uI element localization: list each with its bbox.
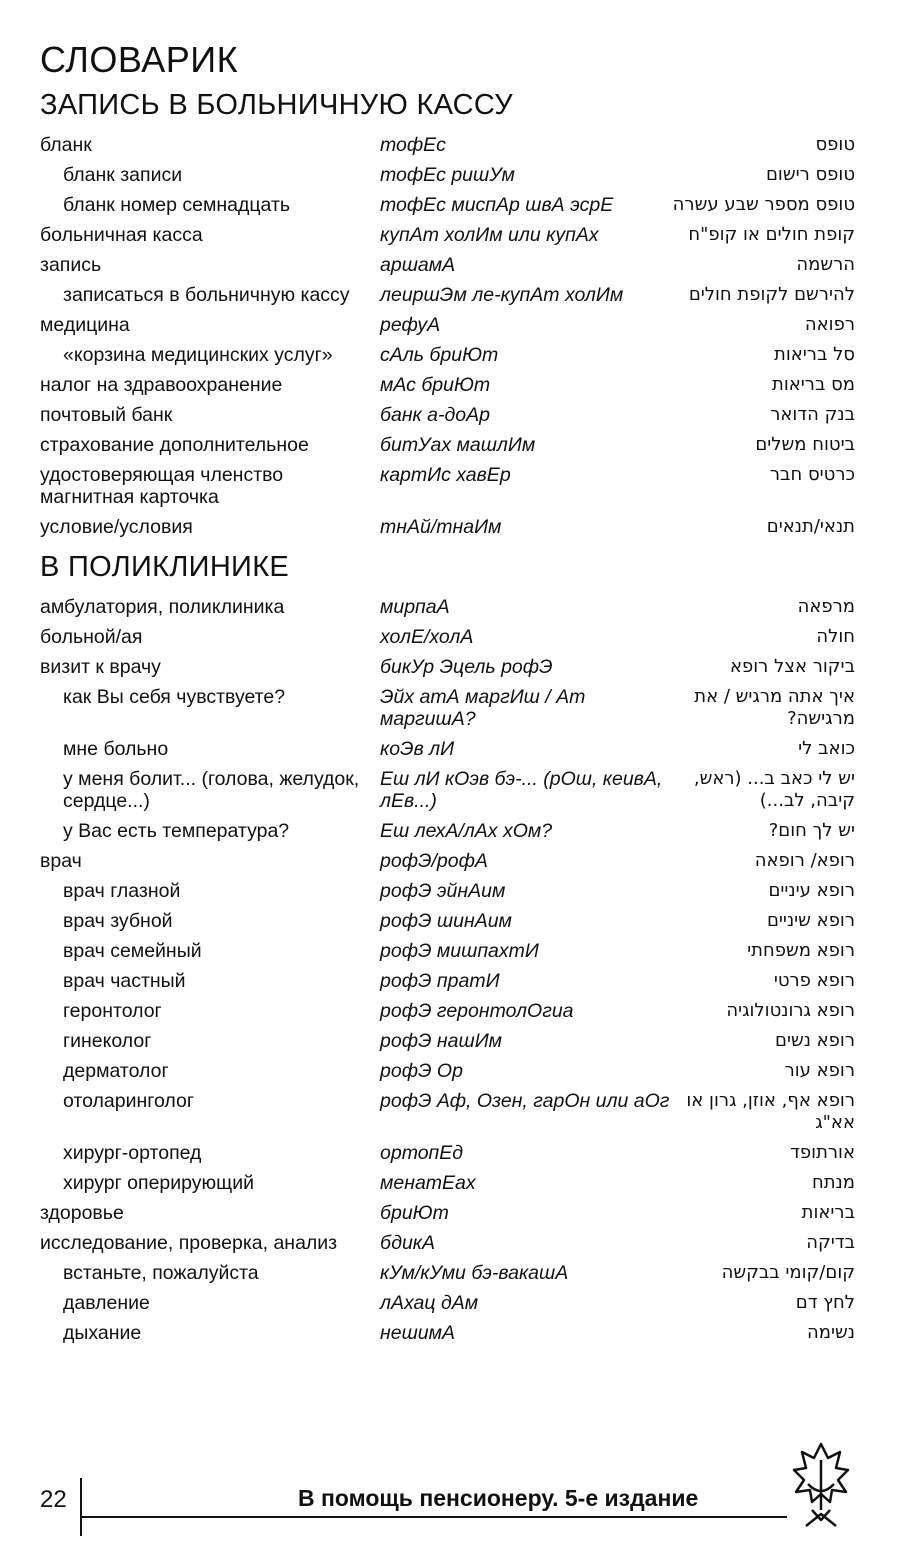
transliteration: бикУр Эцель рофЭ [380,656,553,678]
transliteration: рофЭ эйнАим [380,880,506,902]
transliteration: ортопЕд [380,1142,464,1164]
hebrew-term: סל בריאות [774,344,855,365]
entry-row [40,250,855,280]
entry-row [40,1138,855,1168]
russian-term: удостоверяющая членство магнитная карточка [40,464,284,508]
hebrew-term: רופא עיניים [768,880,855,901]
transliteration: картИс хавЕр [380,464,511,486]
russian-term: у Вас есть температура? [63,820,290,842]
hebrew-term: הרשמה [796,254,855,275]
hebrew-term: רופא משפחתי [747,940,855,961]
hebrew-term: תנאי/תנאים [766,516,855,537]
russian-term: врач [40,850,82,872]
entry-row [40,652,855,682]
russian-term: как Вы себя чувствуете? [63,686,286,708]
transliteration: нешимА [380,1322,455,1344]
hebrew-term: טופס [815,134,855,155]
sections [40,88,855,1348]
transliteration: Эйх атА маргИш / Ат маргишА? [380,686,586,730]
transliteration: рофЭ нашИм [380,1030,503,1052]
transliteration: кУм/кУми бэ-вакашА [380,1262,569,1284]
transliteration: рофЭ шинАим [380,910,512,932]
transliteration: Еш лехА/лАх хОм? [380,820,553,842]
entry-row [40,1026,855,1056]
section-heading: В ПОЛИКЛИНИКЕ [40,551,290,583]
transliteration: лАхац дАм [380,1292,479,1314]
hebrew-term: בריאות [801,1202,855,1223]
russian-term: мне больно [63,738,169,760]
transliteration: тофЕс миспАр швА эсрЕ [380,194,614,216]
russian-term: записаться в больничную кассу [63,284,350,306]
transliteration: битУах машлИм [380,434,536,456]
russian-term: давление [63,1292,150,1314]
russian-term: бланк [40,134,92,156]
hebrew-term: רופא אף, אוזן, גרון או אא"ג [686,1090,855,1133]
entry-row [40,936,855,966]
entry-row [40,734,855,764]
russian-term: здоровье [40,1202,124,1224]
entry-row [40,592,855,622]
hebrew-term: כרטיס חבר [769,464,855,485]
transliteration: мирпаА [380,596,450,618]
russian-term: «корзина медицинских услуг» [63,344,333,366]
entry-row [40,682,855,734]
footer-horizontal-rule [82,1516,787,1518]
hebrew-term: יש לך חום? [768,820,855,841]
russian-term: амбулатория, поликлиника [40,596,285,618]
entry-row [40,906,855,936]
hebrew-term: ביקור אצל רופא [730,656,855,677]
dictionary-page [40,38,855,1348]
russian-term: отоларинголог [63,1090,194,1112]
hebrew-term: נשימה [807,1322,855,1343]
transliteration: тнАй/тнаИм [380,516,502,538]
entry-row [40,370,855,400]
russian-term: медицина [40,314,130,336]
russian-term: бланк номер семнадцать [63,194,291,216]
russian-term: больной/ая [40,626,143,648]
entry-row [40,1228,855,1258]
hebrew-term: טופס מספר שבע עשרה [672,194,855,215]
hebrew-term: כואב לי [798,738,855,759]
russian-term: больничная касса [40,224,203,246]
entry-row [40,160,855,190]
entry-row [40,816,855,846]
entry-row [40,966,855,996]
russian-term: налог на здравоохранение [40,374,283,396]
hebrew-term: להירשם לקופת חולים [688,284,855,305]
transliteration: холЕ/холА [380,626,474,648]
transliteration: купАт холИм или купАх [380,224,599,246]
transliteration: коЭв лИ [380,738,455,760]
hebrew-term: רופא/ רופאה [754,850,855,871]
russian-term: хирург-ортопед [63,1142,202,1164]
transliteration: менатЕах [380,1172,476,1194]
transliteration: Еш лИ кОэв бэ-... (рОш, кеивА, лЕв...) [380,768,663,812]
transliteration: бриЮт [380,1202,449,1224]
page-footer [40,1478,855,1538]
entry-row [40,130,855,160]
russian-term: дыхание [63,1322,142,1344]
transliteration: рофЭ пратИ [380,970,500,992]
transliteration: рофЭ Ор [380,1060,463,1082]
russian-term: врач семейный [63,940,202,962]
russian-term: геронтолог [63,1000,162,1022]
entry-row [40,280,855,310]
transliteration: рофЭ мишпахтИ [380,940,539,962]
hebrew-term: קום/קומי בבקשה [721,1262,855,1283]
transliteration: бдикА [380,1232,436,1254]
entry-list [40,592,855,1348]
entry-row [40,1086,855,1138]
hebrew-term: בדיקה [806,1232,855,1253]
hebrew-term: מנתח [811,1172,855,1193]
page-title: СЛОВАРИК [40,39,239,80]
entry-row [40,460,855,512]
hebrew-term: מרפאה [797,596,855,617]
footer-vertical-rule [80,1478,82,1536]
entry-row [40,340,855,370]
transliteration: банк а-доАр [380,404,490,426]
entry-list [40,130,855,542]
hebrew-term: בנק הדואר [770,404,855,425]
russian-term: условие/условия [40,516,193,538]
transliteration: аршамА [380,254,456,276]
transliteration: рефуА [380,314,441,336]
hebrew-term: איך אתה מרגיש / את מרגישה? [694,686,855,729]
russian-term: врач зубной [63,910,173,932]
russian-term: врач частный [63,970,186,992]
hebrew-term: רופא עור [784,1060,855,1081]
entry-row [40,400,855,430]
hebrew-term: אורתופד [790,1142,855,1163]
entry-row [40,310,855,340]
hebrew-term: יש לי כאב ב... (ראש, קיבה, לב...) [693,768,855,811]
hebrew-term: מס בריאות [772,374,855,395]
hebrew-term: טופס רישום [765,164,855,185]
entry-row [40,622,855,652]
russian-term: дерматолог [63,1060,169,1082]
entry-row [40,220,855,250]
entry-row [40,512,855,542]
transliteration: тофЕс ришУм [380,164,515,186]
russian-term: бланк записи [63,164,183,186]
transliteration: тофЕс [380,134,446,156]
hebrew-term: רופא שיניים [766,910,855,931]
entry-row [40,1056,855,1086]
russian-term: встаньте, пожалуйста [63,1262,259,1284]
russian-term: страхование дополнительное [40,434,309,456]
entry-row [40,1288,855,1318]
publisher-logo-icon [790,1440,852,1536]
hebrew-term: חולה [816,626,855,647]
russian-term: исследование, проверка, анализ [40,1232,338,1254]
hebrew-term: רופא גרונטולוגיה [726,1000,855,1021]
russian-term: гинеколог [63,1030,152,1052]
hebrew-term: רופא פרטי [773,970,855,991]
russian-term: почтовый банк [40,404,173,426]
page-number: 22 [40,1486,67,1513]
entry-row [40,1258,855,1288]
hebrew-term: לחץ דם [795,1292,855,1313]
russian-term: визит к врачу [40,656,161,678]
transliteration: рофЭ геронтолОгиа [380,1000,574,1022]
entry-row [40,764,855,816]
hebrew-term: ביטוח משלים [755,434,855,455]
transliteration: мАс бриЮт [380,374,491,396]
entry-row [40,1198,855,1228]
entry-row [40,846,855,876]
russian-term: запись [40,254,102,276]
transliteration: рофЭ/рофА [380,850,488,872]
russian-term: хирург оперирующий [63,1172,254,1194]
entry-row [40,430,855,460]
hebrew-term: רופא נשים [775,1030,855,1051]
transliteration: сАль бриЮт [380,344,499,366]
russian-term: у меня болит... (голова, желудок, сердце...) [63,768,360,812]
transliteration: рофЭ Аф, Озен, гарОн или аОг [380,1090,670,1112]
section-heading: ЗАПИСЬ В БОЛЬНИЧНУЮ КАССУ [40,89,513,121]
entry-row [40,876,855,906]
transliteration: леиршЭм ле-купАт холИм [380,284,624,306]
entry-row [40,1168,855,1198]
entry-row [40,1318,855,1348]
hebrew-term: רפואה [804,314,855,335]
russian-term: врач глазной [63,880,181,902]
hebrew-term: קופת חולים או קופ"ח [688,224,855,245]
book-title: В помощь пенсионеру. 5-е издание [298,1485,699,1511]
entry-row [40,996,855,1026]
entry-row [40,190,855,220]
